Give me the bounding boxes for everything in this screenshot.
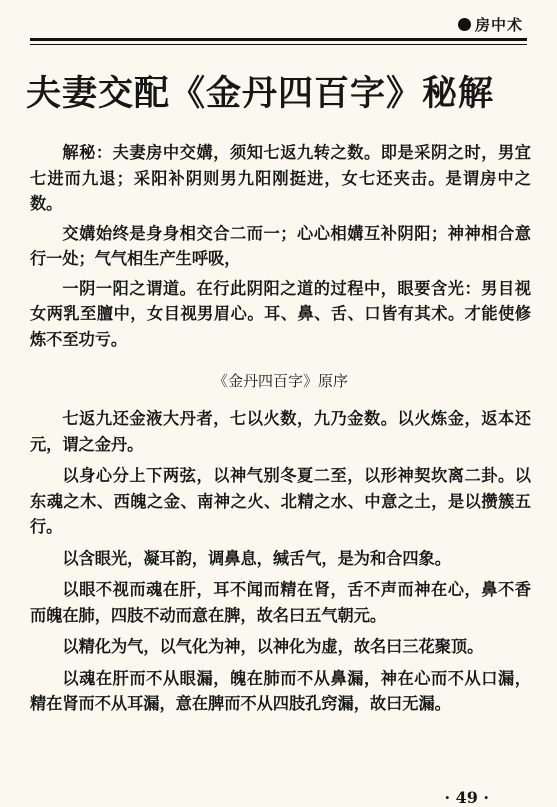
bullet-dot-icon: [458, 18, 471, 31]
preface-paragraph: 以精化为气，以气化为神，以神化为虚，故名曰三花聚顶。: [62, 637, 484, 656]
preface-paragraph: 七返九还金液大丹者，七以火数，九乃金数。以火炼金，返本还元，谓之金丹。: [30, 409, 531, 454]
preface-paragraph: 以眼不视而魂在肝，耳不闻而精在肾，舌不声而神在心，鼻不香而魄在肺，四肢不动而意在脾，故名曰五气朝元。: [30, 580, 531, 625]
preface-paragraph: 以含眼光，凝耳韵，调鼻息，缄舌气，是为和合四象。: [62, 548, 451, 568]
preface-section: [30, 406, 531, 717]
header-rule-thick: [30, 38, 527, 41]
preface-paragraph: 以魂在肝而不从眼漏，魄在肺而不从鼻漏，神在心而不从口漏，精在肾而不从耳漏，意在脾而不从四肢孔窍漏，故曰无漏。: [30, 668, 531, 713]
header-rule-thin: [30, 44, 527, 45]
preface-heading: 《金丹四百字》原序: [212, 372, 348, 390]
section-label-text: 房中术: [474, 16, 523, 34]
section-label: [458, 14, 523, 35]
article-body: [30, 140, 531, 723]
page-number: · 49 ·: [444, 788, 489, 807]
article-title: 夫妻交配《金丹四百字》秘解: [26, 73, 495, 114]
intro-paragraph: 解秘：夫妻房中交媾，须知七返九转之数。即是采阴之时，男宜七进而九退；采阳补阴则男九阳刚挺进，女七还夹击。是谓房中之数。: [30, 143, 531, 213]
preface-paragraph: 以身心分上下两弦，以神气别冬夏二至，以形神契坎离二卦。以东魂之木、西魄之金、南神之火、北精之水、中意之土，是以攒簇五行。: [30, 466, 531, 536]
intro-paragraph: 一阴一阳之谓道。在行此阴阳之道的过程中，眼要含光：男目视女两乳至膻中，女目视男眉心。耳、鼻、舌、口皆有其术。才能使修炼不至功亏。: [30, 278, 531, 349]
intro-paragraph: 交媾始终是身身相交合二而一；心心相媾互补阴阳；神神相合意行一处；气气相生产生呼吸，: [30, 223, 531, 268]
